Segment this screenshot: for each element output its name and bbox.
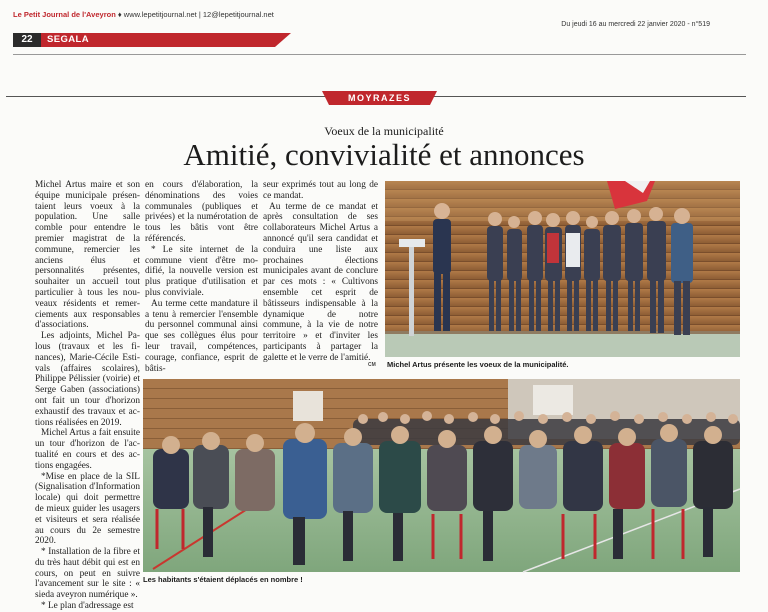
paragraph: Au terme cette mandature il a tenu à remercier l'ensemble du personnel communal ainsi que ses collègues élus pour leur travail, compétences, courage, confiance, esprit de bâtis-: [145, 298, 258, 374]
paragraph: Au terme de ce mandat et après consultation de ses collaborateurs Michel Artus a annoncé qu'il sera candidat et conduira une liste aux prochaines élections municipales avant de conclure par ces mots : « Cultivons ensemble cet esprit de bâtisseurs indispensable à la dynamique de notre commune, à la vie de notre territoire » et d'inviter les participants à partager la galette et le verre de l'amitié.: [263, 201, 378, 363]
paragraph: Michel Artus maire et son équipe municipale présentaient leurs voeux à la population. Une salle comble pour entendre le premier magistrat de la commune, remercier les anciens élus et personnalités présentes, souhaiter un accueil tout particulier à tous les nouveaux résidents et remerciements aux responsables d'associations.: [35, 180, 140, 331]
photo-mayor-speech: [385, 181, 740, 357]
paragraph: * Le plan d'adressage est: [41, 601, 134, 612]
paragraph: Les adjoints, Michel Palous (travaux et les finances), Marie-Cécile Estivals (affaires scolaires), Philippe Pélissier (voirie) et Serge Gaben (associations) ont fait un tour d'horizon exhaustif des travaux et actions réalisées en 2019.: [35, 331, 140, 428]
photo-caption: Michel Artus présente les voeux de la municipalité.: [387, 360, 569, 369]
masthead: [13, 10, 274, 19]
issue-dates: Du jeudi 16 au mercredi 22 janvier 2020 - n°519: [561, 21, 710, 28]
header-divider: [13, 54, 746, 55]
page-section-band: [13, 33, 291, 47]
paragraph: en cours d'élaboration, la dénominations des voies communales (publiques et privées) et la numérotation de tous les bâtis vont être référencés.: [145, 180, 258, 244]
photo-audience-image: [143, 379, 740, 572]
photo-audience: [143, 379, 740, 572]
article-kicker: Voeux de la municipalité: [324, 124, 444, 138]
article-column-3: [263, 180, 378, 364]
paragraph: * Installation de la fibre et du très haut débit qui est en cours, on peut en suivre l'avancement sur le site : « sieda aveyron numérique ».: [35, 547, 140, 601]
masthead-contact: ♦ www.lepetitjournal.net | 12@lepetitjournal.net: [117, 10, 274, 19]
page-number: 22: [21, 34, 33, 45]
rubric-banner: [322, 91, 437, 105]
article-column-2: [145, 180, 258, 374]
masthead-title: Le Petit Journal de l'Aveyron: [13, 10, 116, 19]
paragraph: * Le site internet de la commune vient d'être modifié, la nouvelle version est plus pratique d'utilisation et plus conviviale.: [145, 244, 258, 298]
photo-caption: Les habitants s'étaient déplacés en nombre !: [143, 575, 303, 584]
paragraph: Michel Artus a fait ensuite un tour d'horizon de l'actualité en cours et des actions engagées.: [35, 428, 140, 471]
rubric-label: MOYRAZES: [347, 93, 411, 103]
section-name: SEGALA: [47, 34, 89, 45]
paragraph: seur exprimés tout au long de ce mandat.: [263, 180, 378, 201]
article-column-1: [35, 180, 140, 612]
photo-credit: CM: [368, 362, 376, 368]
article-headline: Amitié, convivialité et annonces: [183, 137, 585, 172]
photo-mayor-speech-image: [385, 181, 740, 357]
paragraph: *Mise en place de la SIL (Signalisation d'Information locale) qui doit permettre de mieux guider les usagers et visiteurs et sera réalisée au cours du 2e semestre 2020.: [35, 471, 140, 547]
